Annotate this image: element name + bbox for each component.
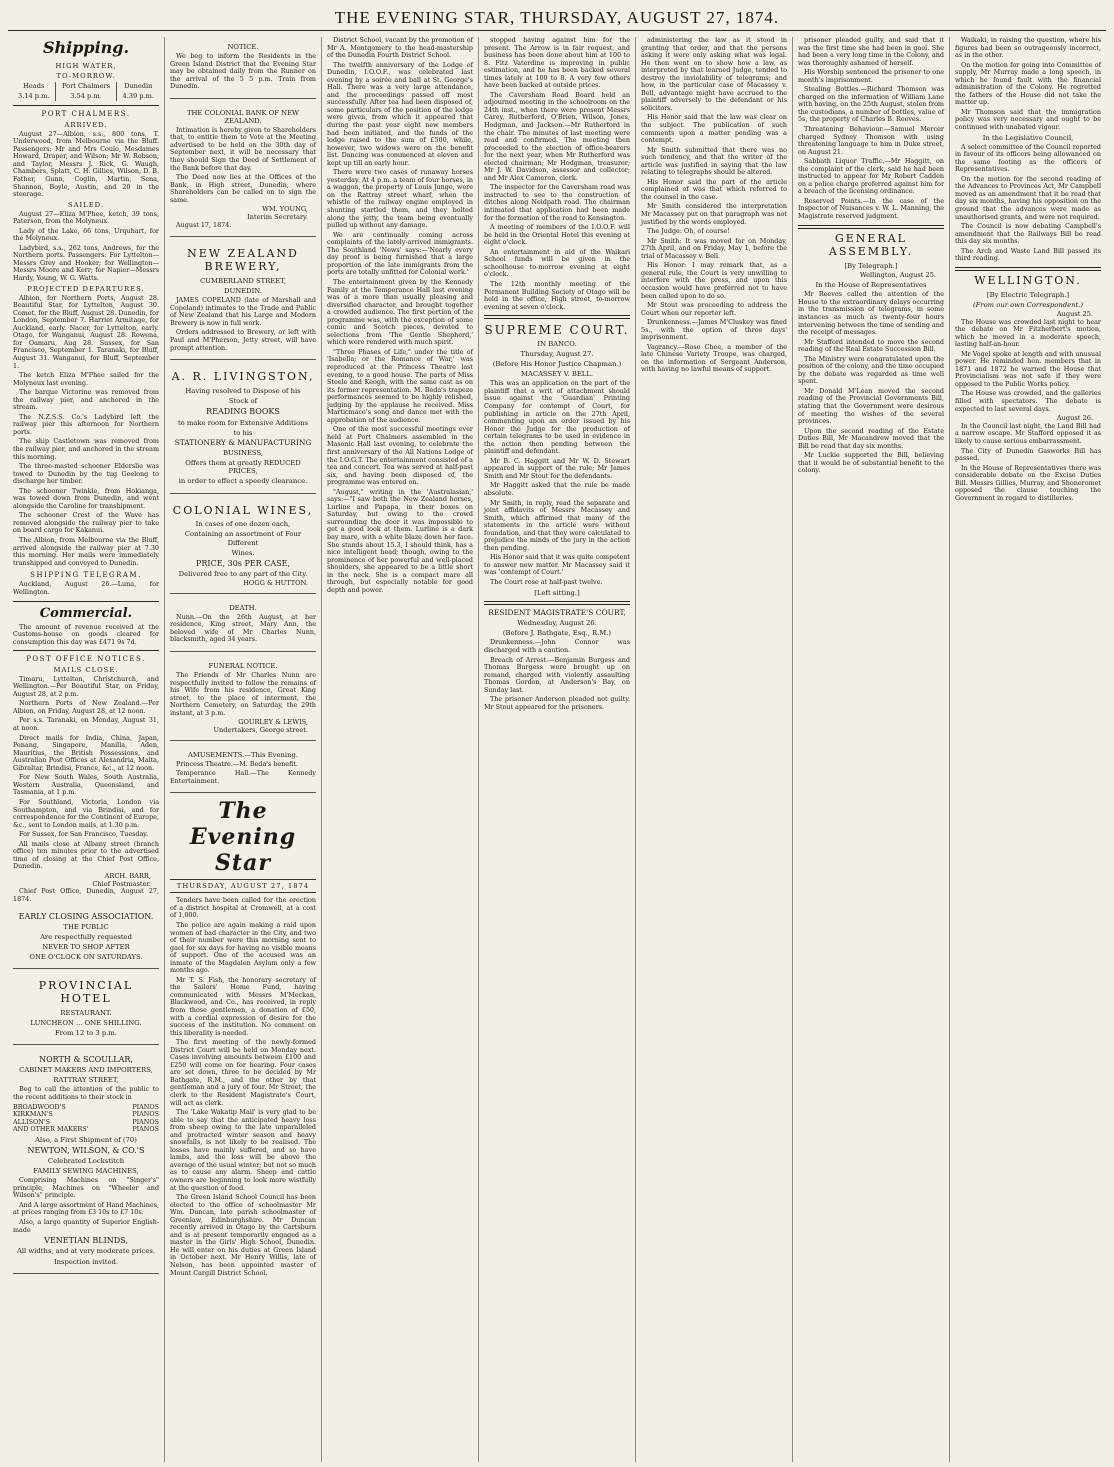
court-paragraph: Drunkenness.—John Connor was discharged with a caution. <box>484 638 630 655</box>
ship-news: The ship Castletown was removed from the railway pier, and anchored in the stream this morning. <box>13 437 159 461</box>
wines-line: Wines. <box>231 548 255 557</box>
news-paragraph: An entertainment in aid of the Waikari School funds will be given in the schoolhouse to-morrow evening at eight o'clock. <box>484 247 630 279</box>
lead-paragraph: The police are again making a raid upon women of bad character in the City, and two of their number were this morning sent to gaol for six days for having no visible means of support. One of the accused was an inmate of the Magdalen Asylum only a few months ago. <box>170 920 316 975</box>
assembly-paragraph: Mr Stafford intended to move the second reading of the Real Estate Succession Bill. <box>798 337 944 354</box>
court-paragraph: Threatening Behaviour.—Samuel Mercer charged Sydney Thomson with using threatening language to him in Duke street, on August 21. <box>798 125 944 156</box>
assembly-paragraph: Upon the second reading of the Estate Duties Bill, Mr Macandrew moved that the Bill be read that day six months. <box>798 426 944 450</box>
sailed-entry: Lady of the Lake, 66 tons, Urquhart, for the Molyneux. <box>13 226 159 243</box>
post-entry: For New South Wales, South Australia, Western Australia, Queensland, and Tasmania, at 1 p.m. <box>13 773 159 797</box>
livingston-line: READING BOOKS <box>206 407 280 417</box>
port-heading: PORT CHALMERS. <box>41 110 131 119</box>
sailed-entry: Ladybird, s.s., 262 tons, Andrews, for the Northern ports. Passengers: For Lyttelton—Messrs Grey and Hooker; for Wellington—Messrs Moore and Kerr; for Napier—Messrs Hardy, Young, W. G. Watts. <box>13 243 159 283</box>
funeral-heading: FUNERAL NOTICE. <box>208 661 278 670</box>
funeral-notice <box>170 656 316 741</box>
news-paragraph: "Three Phases of Life," under the title of 'Isabella; or the Romance of War,' was reproduced at the Princess Theatre last evening, to a good house. The parts of Miss Steele and Keogh, with the same cast as on its former representation. M. Beda's trapeze performances seemed to be highly relished, judging by the applause he received. Miss Marticmace's song and dance met with the approbation of the audience. <box>327 347 473 424</box>
assembly-paragraph: A select committee of the Council reported in favour of its officers being allowanced on the same footing as the officers of Representatives. <box>955 142 1101 174</box>
wines-line: Containing an assortment of Four Different <box>184 530 302 547</box>
provincial-hotel-ad <box>13 973 159 1045</box>
divider <box>13 601 159 602</box>
livingston-ad <box>170 364 316 493</box>
tide-table <box>13 82 159 102</box>
wellington-from: (From our own Correspondent.) <box>972 300 1084 309</box>
wellington-paragraph: In the Council last night, the Land Bill had a narrow escape. Mr Stafford opposed it as likely to cause serious embarrassment. <box>955 421 1101 445</box>
assembly-paragraph: Waikaki, in raising the question, where his figures had been so outrageously incorrect, as in the other. <box>955 37 1101 60</box>
court-paragraph: Mr B. C. Haggitt and Mr W. D. Stewart appeared in support of the rule; Mr James Smith and Mr Stout for the defendants. <box>484 456 630 480</box>
wellington-sub: [By Electric Telegraph.] <box>986 290 1070 299</box>
court-judge: (Before His Honor Justice Chapman.) <box>492 360 622 369</box>
lead-paragraph: Mr T. S. Fish, the honorary secretary of the Sailors' Home Fund, having communicated with Messrs M'Meckan, Blackwood, and Co., has received, in reply from those gentlemen, a donation of £50, with a cordial expression of desire for the success of the institution. No comment on this liberality is needed. <box>170 975 316 1037</box>
wines-heading: COLONIAL WINES, <box>172 503 314 517</box>
sailed-heading: SAILED. <box>67 200 105 209</box>
court-paragraph: The Court rose at half-past twelve. <box>490 578 603 587</box>
wines-line: In cases of one dozen each, <box>195 520 291 529</box>
assembly-paragraph: On the motion for the second reading of the Advances to Provinces Act, Mr Campbell moved as an amendment that it be read that day six months, having his opposition on the ground that the advances were made as unauthorised grants, and were not required. <box>955 174 1101 221</box>
livingston-line: BUSINESS, <box>222 449 264 458</box>
news-paragraph: District School, vacant by the promotion of Mr A. Montgomery to the head-mastership of the Dunedin Fourth District School. <box>327 37 473 60</box>
bank-date: August 17, 1874. <box>176 220 232 229</box>
colonial-bank-ad <box>170 103 316 238</box>
court-paragraph: Reserved Points.—In the case of the Inspector of Nuisances v. W. L. Manning, the Magistrate reserved judgment. <box>798 196 944 221</box>
brewery-street: CUMBERLAND STREET, <box>200 277 286 286</box>
brewery-town: DUNEDIN. <box>224 287 262 296</box>
bank-signatory-title: Interim Secretary. <box>247 213 308 222</box>
ga-sub: [By Telegraph.] <box>844 261 898 270</box>
rm-court-judge: (Before J. Bathgate, Esq., R.M.) <box>502 629 612 638</box>
rm-court-date: Wednesday, August 26. <box>517 619 597 628</box>
mails-close-heading: MAILS CLOSE. <box>53 665 119 674</box>
news-paragraph: The inspector for the Caversham road was instructed to see to the construction of ditches along Neidpath road. The chairman intimated that application had been made for the formation of the road to Kensington. <box>484 183 630 222</box>
funeral-text: The Friends of Mr Charles Nunn are respectfully invited to follow the remains of his Wife from his residence, Great King street, to the place of interment, the Northern Cemetery, on Saturday, the 29th instant, at 3 p.m. <box>170 670 316 717</box>
council-heading: In the Legislative Council, <box>982 133 1074 142</box>
column-6 <box>793 37 950 1462</box>
ship-news: The barque Victorine was removed from the railway pier, and anchored in the stream. <box>13 388 159 412</box>
north-text: NEWTON, WILSON, & CO.'S <box>27 1145 145 1155</box>
ship-news: The N.Z.S.S. Co.'s Ladybird left the railway pier this afternoon for Northern ports. <box>13 412 159 436</box>
news-paragraph: The twelfth anniversary of the Lodge of Dunedin, I.O.O.F., was celebrated last evening by a soirée and ball at St. George's Hall. There was a very large attendance, and the proceedings passed off most successfully. After tea had been disposed of, some particulars of the position of the lodge were given, from which it appeared that during the past year eight new members had been initiated, and the funds of the lodge raised to the sum of £500, while, however, two widows were on the benefit list. Dancing was commenced at eleven and kept up till an early hour. <box>327 60 473 167</box>
piano-maker: ALLISON'S <box>13 1117 50 1126</box>
tide-time: 3.54 p.m. <box>55 92 117 102</box>
amusement-entry: Temperance Hall.—The Kennedy Entertainment. <box>170 769 316 785</box>
commercial-entry: The amount of revenue received at the Customs-house on goods cleared for consumption this day was £471 9s 7d. <box>13 622 159 646</box>
post-entry: For Southland, Victoria, London via Southampton, and via Brindisi, and for correspondence for the Continent of Europe, &c., sent to London mails, at 1.30 p.m. <box>13 797 159 829</box>
livingston-line: to make room for Extensive Additions <box>177 418 309 427</box>
assembly-paragraph: The Ministry were congratulated upon the position of the colony, and the time occupied by the debate was regarded as time well spent. <box>798 354 944 386</box>
bank-heading: THE COLONIAL BANK OF NEW ZEALAND. <box>186 108 300 125</box>
court-sub: IN BANCO. <box>537 340 577 349</box>
post-entry: All mails close at Albany street (branch office) ten minutes prior to the advertised time of closing at the Chief Post Office, Dunedin. <box>13 839 159 871</box>
early-closing-ad <box>13 906 159 970</box>
court-paragraph: Sabbath Liquor Traffic.—Mr Haggitt, on the complaint of the clerk, said he had been instructed to appear for Mr Robert Cadden on a police charge preferred against him for a breach of the licensing ordinance. <box>798 157 944 196</box>
assembly-paragraph: Mr Luckie supported the Bill, believing that it would be of substantial benefit to the colony. <box>798 451 944 475</box>
funeral-signatory-title: Undertakers, George street. <box>213 726 308 735</box>
court-paragraph: His Honor said that it was quite competent to answer new matter. Mr Macassey said it was 'contempt of Court.' <box>484 553 631 577</box>
arrived-entry: August 27—Albion, s.s., 800 tons, T. Underwood, from Melbourne via the Bluff. Passengers: Mr and Mrs Coulo, Mesdames Howard, Draper, and Wilson; Mr W. Robson, and Taylor, Messrs J. Rick, G. Waugh, Chambers, Splatt, C. H. Gillies, Wilson, D. B. Father, Gunn, Coglin, Martin, Sena, Shannon, Boyle, Austin, and 20 in the steerage. <box>13 129 159 199</box>
assembly-paragraph: Mr Donald M'Lean moved the second reading of the Provincial Governments Bill, stating that the Government were desirous of meeting the wishes of the several provinces. <box>798 386 944 426</box>
brewery-text: Orders addressed to Brewery, or left with Paul and M'Pherson, Jetty street, will have prompt attention. <box>170 328 316 352</box>
north-text: Beg to call the attention of the public to the recent additions to their stock in <box>13 1085 159 1101</box>
post-entry: For Sussex, for San Francisco, Tuesday. <box>19 830 149 839</box>
masthead: THE EVENING STAR, THURSDAY, AUGUST 27, 1874. <box>8 6 1106 31</box>
rm-court-heading: RESIDENT MAGISTRATE'S COURT, <box>488 607 626 617</box>
wellington-heading: WELLINGTON. <box>974 273 1082 287</box>
piano-row <box>13 1126 159 1134</box>
supreme-court-heading: SUPREME COURT. <box>484 323 630 338</box>
early-closing-line: Are respectfully requested <box>40 932 132 941</box>
wines-signatory: HOGG & HUTTON. <box>243 578 308 587</box>
amusements <box>170 745 316 794</box>
telegram-entry: Auckland, August 26.—Luna, for Wellington. <box>13 580 159 596</box>
issue-dateline: THURSDAY, AUGUST 27, 1874 <box>170 879 316 893</box>
north-text: And A large assortment of Hand Machines, at prices ranging from £3 10s to £7 10s. <box>13 1200 159 1217</box>
column-7 <box>950 37 1106 1462</box>
divider <box>955 267 1101 271</box>
early-closing-line: THE PUBLIC <box>63 922 109 931</box>
post-entry: Per s.s. Taranaki, on Monday, August 31, at noon. <box>13 716 159 733</box>
column-3 <box>322 37 479 1462</box>
piano-maker: AND OTHER MAKERS' <box>13 1125 89 1134</box>
bank-signatory: WM. YOUNG, <box>262 205 308 214</box>
tide-time: 4.39 p.m. <box>122 91 154 100</box>
court-paragraph: This was an application on the part of the plaintiff that a writ of attachment should issue against the 'Guardian' Printing Company for contempt of Court, for publishing in article on the 27th April, commenting upon an order issued by his Honor the Judge for the production of certain telegrams to be used in evidence in the action then pending between the plaintiff and defendant. <box>484 379 630 456</box>
notice-heading: NOTICE. <box>227 43 259 51</box>
projected-heading: PROJECTED DEPARTURES. <box>27 284 145 293</box>
wellington-paragraph: The House was crowded last night to hear the debate on Mr Fitzherbert's motion, which he moved in a moderate speech, lasting half-an-hour. <box>955 317 1101 349</box>
projected-list: Albion, for Northern Ports, August 28. Beautiful Star, for Lyttelton, August 30. Comet, for the Bluff, August 28. Dunedin, for London, September 7. Harriet Armitage, for Auckland, early. Nacer, for Lyttelton, early. Otago, for Wanganui, August 28. Rowena, for Oamaru, Aug 28. Sussex, for San Francisco, September 1. Taranaki, for Bluff, August 31. Wanganui, for Bluff, September 1. <box>13 293 159 370</box>
lead-paragraph: The 'Lake Wakatip Mail' is very glad to be able to say that the anticipated heavy loss from sheep owing to the late unparalleled and protracted winter season and heavy snowfalls, is not likely to be realised. The losses have mainly suffered, and so have lambs, and the loss will be above the average of the usual winter; but not so much as to cause any alarm. Sheep and cattle owners are beginning to look more wistfully at the question of food. <box>170 1108 316 1192</box>
telegram-heading: SHIPPING TELEGRAM. <box>30 571 142 580</box>
north-text: Celebrated Lockstitch <box>47 1157 125 1166</box>
court-paragraph: Mr Smith, in reply, read the separate and joint affidavits of Messrs Macassey and Smith, which affirmed that many of the statements in the article were without foundation, and that they were calculated to prejudice the minds of the jury in the action then pending. <box>484 498 630 552</box>
piano-maker: KIRKMAN'S <box>13 1110 53 1119</box>
wellington-paragraph: The City of Dunedin Gasworks Bill has passed. <box>955 446 1101 463</box>
hotel-hours: From 12 to 3 p.m. <box>54 1028 118 1037</box>
divider <box>484 601 630 605</box>
north-address: RATTRAY STREET, <box>53 1076 119 1085</box>
court-paragraph: Mr Smith submitted that there was no such tendency, and that the writer of the article was justified in saying that the law relating to telegraphs should be altered. <box>641 145 787 177</box>
livingston-line: Having resolved to Dispose of his <box>185 387 301 396</box>
assembly-paragraph: The Council is now debating Campbell's amendment that the Railways Bill be read this day six months. <box>955 222 1101 246</box>
news-paragraph: The 12th monthly meeting of the Permanent Building Society of Otago will be held in the office, High street, to-morrow evening at seven o'clock. <box>484 279 630 311</box>
wellington-date: August 25. <box>1056 309 1093 318</box>
news-paragraph: stopped having against him for the present. The Arrow is in fair request, and business has been done about him at 100 to 8. Fitz Vaterdine is improving in public estimation, and he has been backed several times lately at 100 to 8. A very few others have been backed at outside prices. <box>484 37 630 90</box>
high-water-sub: TO-MORROW. <box>56 71 116 80</box>
lead-paragraph: Tenders have been called for the erection of a district hospital at Cromwell, at a cost of 1,000. <box>170 896 316 920</box>
livingston-line: Offers them at greatly REDUCED PRICES, <box>185 459 301 476</box>
court-paragraph: Drunkenness.—James M'Cluskey was fined 5s., with the option of three days' imprisonment. <box>641 318 787 342</box>
brewery-ad <box>170 241 316 360</box>
north-text: Comprising Machines on "Singer's" principle, Machines on "Wheeler and Wilson's" principle. <box>13 1176 159 1200</box>
ga-house: In the House of Representatives <box>815 281 927 290</box>
north-text: Inspection invited. <box>53 1257 119 1266</box>
divider <box>13 105 159 106</box>
column-2 <box>165 37 322 1462</box>
shipping-heading: Shipping. <box>42 38 130 57</box>
wellington-paragraph: Mr Vogel spoke at length and with unusual power. He reminded hon. members that in 1871 and 1872 he warned the House that Provincialism was not safe if they were opposed to the Public Works policy. <box>955 349 1101 388</box>
north-text: FAMILY SEWING MACHINES, <box>33 1167 139 1176</box>
high-water-heading: HIGH WATER, <box>55 61 117 70</box>
news-paragraph: "August," writing in the 'Australasian,' says:—"I saw both the New Zealand horses, Lurline and Papapa, in their boxes on Saturday, but owing to the crowd surrounding the door it was impossible to get a good look at them. Lurline is a dark bay mare, with a white blaze down her face. She stands about 15.3, I should think, has a nice intelligent head; though, owing to the prominence of her powerful and well-placed shoulders, she appeared to be a little short in the neck. She is a compact mare all through, but especially notable for good depth and power. <box>327 487 473 594</box>
court-paragraph: Mr Smith considered the interpretation Mr Macassey put on that paragraph was not justified by the words employed. <box>641 202 787 226</box>
court-paragraph: His Honor: I may remark that, as a general rule, the Court is very unwilling to interfere with the press, and upon this occasion would have preferred not to have been called upon to do so. <box>641 261 787 300</box>
court-paragraph: His Honor said that the law was clear on the subject. The publication of such comments upon a matter pending was a contempt. <box>641 113 787 145</box>
livingston-heading: A. R. LIVINGSTON, <box>171 370 315 384</box>
piano-kind: PIANOS <box>132 1102 159 1111</box>
livingston-line: Stock of <box>228 397 258 406</box>
column-5 <box>636 37 793 1462</box>
wellington-paragraph: The House was crowded, and the galleries filled with spectators. The debate is expected to last several days. <box>955 389 1101 413</box>
news-paragraph: One of the most successful meetings ever held at Port Chalmers assembled in the Masonic Hall last evening, to celebrate the first anniversary of the All Nations Lodge of the I.O.G.T. The entertainment consisted of a tea and concert. Tea was served at half-past six, and having been disposed of, the programme was entered on. <box>327 425 473 487</box>
arrived-heading: ARRIVED. <box>64 120 108 129</box>
column-1 <box>8 37 165 1462</box>
assembly-paragraph: The Arch and Waste Land Bill passed its third reading. <box>955 246 1101 263</box>
death-heading: DEATH. <box>229 603 257 612</box>
north-text: Also, a large quantity of Superior English-made <box>13 1217 159 1234</box>
funeral-signatory: GOURLEY & LEWIS, <box>238 718 308 727</box>
hotel-heading: PROVINCIAL HOTEL <box>38 979 134 1005</box>
court-date: Thursday, August 27. <box>520 350 594 359</box>
early-closing-line: ONE O'CLOCK ON SATURDAYS. <box>29 952 143 961</box>
tide-time: 3.14 p.m. <box>13 92 55 102</box>
court-paragraph: The prisoner Anderson pleaded not guilty. Mr Stout appeared for the prisoners. <box>484 695 630 711</box>
north-heading: NORTH & SCOULLAR, <box>39 1054 133 1064</box>
divider <box>798 225 944 229</box>
columns <box>8 37 1106 1462</box>
ship-news: The Albion, from Melbourne via the Bluff, arrived alongside the railway pier at 7.30 this morning. Her mails were immediately transhipped and conveyed to Dunedin. <box>13 535 159 567</box>
court-paragraph: Vagrancy.—Rose Chee, a member of the late Chinese Variety Troupe, was charged, on the information of Sergeant Anderson, with having no lawful means of support. <box>641 342 787 374</box>
tide-place: Heads <box>13 82 55 92</box>
wines-line: Delivered free to any part of the City. <box>178 569 308 578</box>
court-paragraph: Mr Smith: It was moved for on Monday, 27th April, and on Friday, May 1, before the trial of Macassey v. Bell. <box>641 236 787 260</box>
newspaper-title: The Evening Star <box>189 798 297 877</box>
ship-news: The ketch Eliza M'Phee sailed for the Molyneux last evening. <box>13 371 159 387</box>
piano-kind: PIANOS <box>132 1117 159 1126</box>
north-text: All widths, and at very moderate prices. <box>16 1247 156 1256</box>
sailed-entry: August 27—Eliza M'Phee, ketch, 39 tons, Paterson, from the Molyneux. <box>13 209 159 226</box>
north-text: Also, a First Shipment of (70) <box>35 1135 137 1144</box>
ship-news: The three-masted schooner Elderslie was towed to Dunedin by the tug Geelong to discharge her timber. <box>13 462 159 486</box>
livingston-line: to his <box>233 428 253 437</box>
court-paragraph: administering the law as it stood in granting that order, and that the persons asking it were only asking what was legal. He then went on to show how a law, as interpreted by that learned Judge, tended to destroy the inviolability of telegrams; and how, in the particular case of Macassey v. Bell, advantage might have accrued to the plaintiff adversely to the defendant or his solicitors. <box>641 37 787 112</box>
evening-star-title-block <box>170 799 316 877</box>
ship-news: The schooner Crest of the Wave has removed alongside the railway pier to take on board cargo for Kakanui. <box>13 511 159 535</box>
bank-text: The Deed now lies at the Offices of the Bank, in High street, Dunedin, where Shareholders can be called on to sign the same. <box>170 173 316 204</box>
post-office-heading: POST OFFICE NOTICES. <box>26 655 146 664</box>
lead-paragraph: The Green Island School Council has been elected to the office of schoolmaster Mr Wm. Duncan, late parish schoolmaster of Greenlaw, Edinburghshire. Mr Duncan recently arrived in Otago by the Cartsburn and is at present temporarily engaged as a master in the Girls' High School, Dunedin. He will enter on his duties at Green Island in October next. Mr Henry Willis, late of Nelson, has been appointed master of Mount Cargill District School. <box>170 1193 316 1277</box>
livingston-line: STATIONERY & MANUFACTURING <box>174 437 312 447</box>
news-paragraph: The Caversham Road Board held an adjourned meeting in the schoolroom on the 24th inst., when there were present Messrs Carey, Rutherford, O'Brien, Wilson, Jones, Hodgman, and Jackson.—Mr Rutherford in the chair. The minutes of last meeting were read and confirmed. The meeting then proceeded to the election of office-bearers for the next year, when Mr Rutherford was elected chairman; Mr Hodgman, treasurer; Mr J. W. Davidson, assessor and collector; and Mr Alex Cameron, clerk. <box>484 90 630 182</box>
court-paragraph: prisoner pleaded guilty, and said that it was the first time she had been in gaol. She had been a very long time in the Colony, and was thoroughly ashamed of herself. <box>798 37 944 67</box>
notice-text: We beg to inform the Residents in the Green Island District that the Evening Star may be obtained daily from the Runner on the arrival of the 5 5 p.m. Train from Dunedin. <box>170 52 316 91</box>
post-office-date: Chief Post Office, Dunedin, August 27, 1874. <box>13 887 159 903</box>
north-scoullar-ad <box>13 1049 159 1274</box>
post-entry: Direct mails for India, China, Japan, Penang, Singapore, Manilla, Aden, Mauritius, the British Possessions, and Australian Post Offices at Alexandria, Malta, Gibraltar, Brindisi, France, &c., at 12 noon. <box>13 733 159 772</box>
court-paragraph: His Worship sentenced the prisoner to one month's imprisonment. <box>798 68 944 84</box>
court-paragraph: Stealing Bottles.—Richard Thomson was charged on the information of William Lane with having, on the 25th August, stolen from the custodians, a number of bottles, value of 5s, the property of Charles B. Reeves. <box>798 85 944 124</box>
tide-place: Dunedin <box>124 81 153 90</box>
court-paragraph: The Judge: Oh, of course! <box>647 227 730 236</box>
early-closing-line: NEVER TO SHOP AFTER <box>42 942 130 951</box>
news-paragraph: We are continually coming across complaints of the lately-arrived immigrants. The Southland 'News' says:—'Nearly every day proof is being furnished that a large proportion of the late immigrants from the ports are totally unfitted for Colonial work.' <box>327 230 473 277</box>
news-paragraph: There were two cases of runaway horses yesterday. At 4 p.m. a team of four horses, in a waggon, the property of Louis Junge, were on the Rattray street wharf, when the whistle of the railway engine employed in shunting startled them, and they bolted along the jetty, the team being eventually pulled up without any damage. <box>327 168 473 230</box>
brewery-heading: NEW ZEALAND BREWERY, <box>187 247 299 274</box>
postmaster-name: ARCH. BARR, <box>104 871 151 880</box>
lead-paragraph: The first meeting of the newly-formed District Court will be held on Monday next. Cases involving amounts between £100 and £250 will come on for hearing. Four cases are set down, three to be decided by Mr Bathgate, R.M., and the other by that gentleman and a jury of four. Mr Street, the clerk to the Resident Magistrate's Court, will act as clerk. <box>170 1038 316 1107</box>
hotel-luncheon: LUNCHEON ... ONE SHILLING. <box>30 1018 142 1027</box>
assembly-paragraph: Mr Reeves called the attention of the House to the extraordinary delays occurring in the transmission of telegrams, in some instances as much as twenty-four hours intervening between the time of sending and the receipt of messages. <box>798 290 944 337</box>
wellington-paragraph: In the House of Representatives there was considerable debate on the Excise Duties Bill. Messrs Gillies, Murray, and Shoneromet opposed the clause touching the Government in regard to distilleries. <box>955 463 1101 502</box>
bank-text: Intimation is hereby given to Shareholders that, to entitle them to Vote at the Meeting advertised to be held on the 30th day of September next, it will be necessary that they should Sign the Deed of Settlement of the Bank before that day. <box>170 125 316 172</box>
divider <box>484 315 630 319</box>
piano-kind: PIANOS <box>132 1125 159 1134</box>
north-text: VENETIAN BLINDS, <box>44 1236 128 1246</box>
divider <box>13 650 159 651</box>
death-notice <box>170 598 316 652</box>
tide-place: Port Chalmers <box>55 82 117 92</box>
commercial-heading: Commercial. <box>39 605 133 621</box>
death-text: Nunn.—On the 26th August, at her residence, King street, Mary Ann, the beloved wife of Mr Charles Nunn, blacksmith, aged 34 years. <box>170 612 316 644</box>
early-closing-heading: EARLY CLOSING ASSOCIATION. <box>18 911 154 921</box>
court-paragraph: Breach of Arrest.—Benjamin Burgess and Thomas Burgess were brought up on remand, charged with violently assaulting Thomas Gordon, at Anderson's Bay, on Sunday last. <box>484 655 630 694</box>
column-4 <box>479 37 636 1462</box>
court-paragraph: His Honor said the part of the article complained of was that which referred to the counsel in the case. <box>641 177 787 201</box>
brewery-text: JAMES COPELAND (late of Marshall and Copeland) intimates to the Trade and Public of New Zealand that his Large and Modern Brewery is now in full work. <box>170 296 316 327</box>
assembly-paragraph: On the motion for going into Committee of supply, Mr Murray made a long speech, in which he found fault with the financial administration of the Colony. He regretted the fathers of the House did not take the matter up. <box>955 60 1101 107</box>
court-paragraph: Mr Stout was proceeding to address the Court when our reporter left. <box>641 301 787 317</box>
north-sub: CABINET MAKERS AND IMPORTERS, <box>19 1066 153 1075</box>
left-sitting: [Left sitting.] <box>534 588 580 597</box>
ship-news: The schooner Twinkle, from Hokianga, was towed down from Dunedin, and went alongside the Caroline for transhipment. <box>13 486 159 510</box>
hotel-sub: RESTAURANT. <box>60 1008 112 1017</box>
court-paragraph: Mr Haggitt asked that the rule be made absolute. <box>484 481 630 498</box>
piano-kind: PIANOS <box>132 1110 159 1119</box>
post-entry: Timaru, Lyttelton, Christchurch, and Wellington.—Per Beautiful Star, on Friday, August 28, at 2 p.m. <box>13 674 159 698</box>
assembly-paragraph: Mr Thomson said that the immigration policy was very necessary and ought to be continued with unabated vigour. <box>955 107 1101 132</box>
post-entry: Northern Ports of New Zealand.—Per Albion, on Friday, August 28, at 12 noon. <box>13 699 159 715</box>
livingston-line: in order to effect a speedy clearance. <box>178 477 308 486</box>
wines-price: PRICE, 30s PER CASE, <box>196 558 290 568</box>
amusement-entry: Princess Theatre.—M. Beda's benefit. <box>176 759 298 768</box>
amusements-heading: AMUSEMENTS.—This Evening. <box>188 750 298 759</box>
postmaster-title: Chief Postmaster. <box>92 879 151 888</box>
wellington-date: August 26. <box>1056 414 1093 423</box>
colonial-wines-ad <box>170 498 316 594</box>
news-paragraph: A meeting of members of the I.O.O.F. will be held in the Oriental Hotel this evening at eight o'clock. <box>484 223 630 247</box>
general-assembly-heading: GENERAL ASSEMBLY. <box>828 231 914 258</box>
case-heading: MACASSEY V. BELL. <box>521 370 593 379</box>
notice-ad <box>170 37 316 99</box>
news-paragraph: The entertainment given by the Kennedy Family at the Temperance Hall last evening was of a more than usually pleasing and diversified character, and brought together a crowded audience. The first portion of the programme was, with the exception of some comic and Scotch pieces, devoted to selections from 'The Gentle Shepherd,' which were rendered with much spirit. <box>327 277 473 347</box>
ga-place: Wellington, August 25. <box>859 270 936 279</box>
piano-maker: BROADWOOD'S <box>13 1102 66 1111</box>
